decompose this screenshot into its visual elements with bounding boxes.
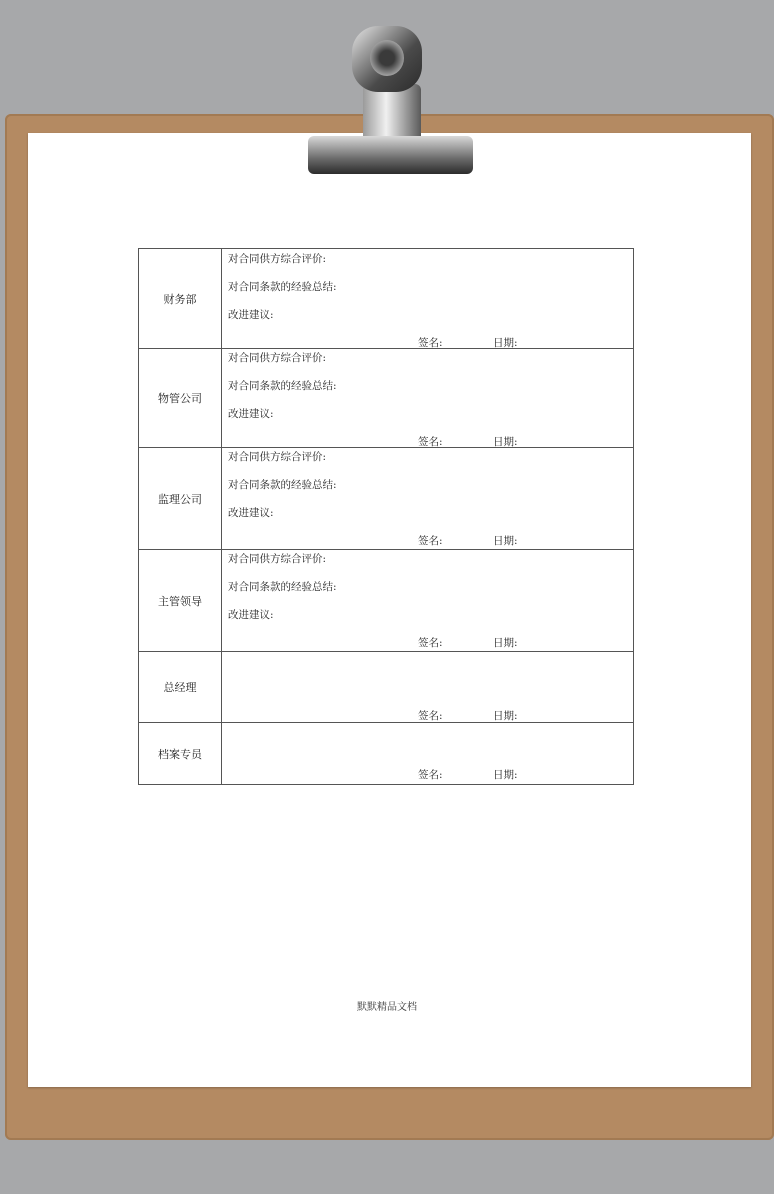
role-label: 物管公司 xyxy=(139,349,222,448)
suggestion-label: 改进建议: xyxy=(228,609,274,621)
signature-label: 签名: xyxy=(418,710,443,722)
watermark xyxy=(100,454,124,480)
evaluation-label: 对合同供方综合评价: xyxy=(228,352,327,364)
content-cell xyxy=(222,652,634,723)
content-cell xyxy=(222,349,634,448)
role-label: 主管领导 xyxy=(139,550,222,652)
role-label: 财务部 xyxy=(139,249,222,349)
table-row xyxy=(139,652,634,723)
feedback-form-table xyxy=(138,248,634,785)
signature-label: 签名: xyxy=(418,337,443,349)
date-label: 日期: xyxy=(493,710,518,722)
binder-clip xyxy=(300,26,480,176)
suggestion-label: 改进建议: xyxy=(228,507,274,519)
content-cell xyxy=(222,448,634,550)
role-label: 档案专员 xyxy=(139,723,222,785)
signature-label: 签名: xyxy=(418,535,443,547)
table-row xyxy=(139,550,634,652)
table-row xyxy=(139,723,634,785)
suggestion-label: 改进建议: xyxy=(228,408,274,420)
role-label: 总经理 xyxy=(139,652,222,723)
evaluation-label: 对合同供方综合评价: xyxy=(228,253,327,265)
date-label: 日期: xyxy=(493,769,518,781)
date-label: 日期: xyxy=(493,436,518,448)
evaluation-label: 对合同供方综合评价: xyxy=(228,451,327,463)
date-label: 日期: xyxy=(493,637,518,649)
summary-label: 对合同条款的经验总结: xyxy=(228,581,337,593)
content-cell xyxy=(222,723,634,785)
signature-label: 签名: xyxy=(418,436,443,448)
role-label: 监理公司 xyxy=(139,448,222,550)
date-label: 日期: xyxy=(493,337,518,349)
content-cell xyxy=(222,550,634,652)
suggestion-label: 改进建议: xyxy=(228,309,274,321)
evaluation-label: 对合同供方综合评价: xyxy=(228,553,327,565)
date-label: 日期: xyxy=(493,535,518,547)
document-footer: 默默精品文档 xyxy=(357,1002,417,1013)
table-row xyxy=(139,349,634,448)
summary-label: 对合同条款的经验总结: xyxy=(228,380,337,392)
signature-label: 签名: xyxy=(418,637,443,649)
summary-label: 对合同条款的经验总结: xyxy=(228,479,337,491)
table-row xyxy=(139,249,634,349)
signature-label: 签名: xyxy=(418,769,443,781)
content-cell xyxy=(222,249,634,349)
table-row xyxy=(139,448,634,550)
summary-label: 对合同条款的经验总结: xyxy=(228,281,337,293)
